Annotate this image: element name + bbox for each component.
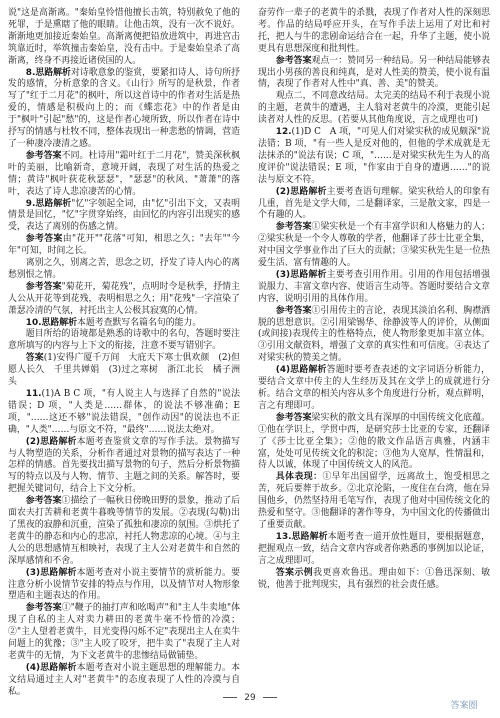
paragraph bbox=[8, 496, 240, 567]
paragraph-label: 13.思路解析 bbox=[275, 531, 328, 542]
paragraph bbox=[8, 282, 240, 318]
paragraph-label: 9.思路解析 bbox=[25, 198, 72, 209]
paragraph bbox=[8, 318, 240, 330]
paragraph-label: 10.思路解析 bbox=[25, 317, 78, 328]
paragraph-text: 观点一：赞同另一种结局。另一种结局能够表现出小男孩的善良和纯真，是对人性美的赞美，使小说有温情，表现了作者对人性中"真、善、美"的赞美。 bbox=[258, 55, 491, 90]
paragraph bbox=[258, 187, 490, 223]
paragraph-label: (4)思路解析 bbox=[275, 365, 327, 376]
paragraph-label: 8.思路解析 bbox=[25, 67, 71, 78]
paragraph bbox=[258, 532, 490, 568]
paragraph bbox=[8, 151, 240, 199]
paragraph-label: 答案 bbox=[25, 353, 44, 364]
paragraph-text: "菊花开，菊花残"，点明时令是秋季，抒情主人公从开花等到花残，表明相思之久；用"花残"一字渲染了萧瑟冷清的气氛，衬托出主人公极其寂寞的心情。 bbox=[8, 281, 241, 316]
paragraph bbox=[8, 437, 240, 497]
paragraph-label: 12. bbox=[275, 127, 292, 138]
paragraph-text: (1)D C A 项，"可见人们对梁实秋的成见颇深"说法错；B 项，"有一些人是反对他的，但他的学术成就是无法抹杀的"说法有误；C 项，"……是对梁实秋先生为人的高度评价"说法错误；E 项，"作家由于自身的遭遇……"的说法与原文不符。 bbox=[258, 127, 490, 185]
paragraph-label: 参考答案 bbox=[275, 55, 312, 66]
paragraph bbox=[258, 91, 490, 127]
paragraph-label: 参考答案 bbox=[25, 281, 62, 292]
paragraph-text: "忆"字领起全词，由"忆"引出下文，又表明情景是回忆，"忆"字贯穿始终，由回忆的内容引出现实的感受，表达了离别的伤感之情。 bbox=[8, 198, 240, 233]
paragraph-label: 参考答案 bbox=[25, 150, 62, 161]
paragraph-text: 由"花开""花落"可知，相思之久；"去年""今年"可知，时间之长。 bbox=[8, 234, 241, 257]
paragraph-text: 不同。杜诗用"霜叶红于二月花"，赞美深秋枫叶的美丽，比喻新奇，意境开阔，表现了对生活的热爱之情；黄诗"枫叶荻花秋瑟瑟"，"瑟瑟"的秋风、"萧萧"的落叶，表达了诗人悲凉凄苦的心情。 bbox=[8, 150, 241, 197]
paragraph-text: 主要考查引用作用。引用的作用包括增强说服力、丰富文章内容、使语言生动等。答题时要结合文章内容，说明引用的具体作用。 bbox=[258, 269, 491, 304]
paragraph-label: 参考答案 bbox=[25, 234, 63, 245]
page-number bbox=[0, 693, 500, 703]
paragraph bbox=[258, 8, 490, 56]
paragraph-text: 本题考查对小说主题思想的理解能力。本文结局通过主人对"老黄牛"的态度表现了人性的冷漠与自私。 bbox=[8, 662, 241, 697]
left-column bbox=[8, 8, 241, 697]
page-number-text: 29 bbox=[244, 693, 256, 703]
paragraph bbox=[8, 258, 240, 282]
paragraph bbox=[8, 8, 240, 68]
paragraph bbox=[258, 270, 490, 306]
paragraph bbox=[8, 353, 240, 389]
paragraph-text: (1)A B C 项，"有人说主人与选择了自然的"说法错误；D 项，"人类是……群体，的说法不够准确；E 项，"……这还不够"说法错误，"创作动因"的说法也不正确，"人类"……与原文不符，"最终"……说法太绝对。 bbox=[8, 389, 240, 435]
paragraph-text: 梁实秋的散文具有深厚的中国传统文化底蕴。①他在学识上，学贯中西，是研究莎士比亚的专家，还翻译了《莎士比亚全集》；②他的散文作品语言典雅，内涵丰富，处处可见传统文化的积淀；③他为人宽厚，性情温和，待人以诚，体现了中国传统文人的风范。 bbox=[258, 412, 491, 471]
paragraph-label: (4)思路解析 bbox=[25, 662, 77, 673]
paragraph-label: (3)思路解析 bbox=[25, 567, 77, 578]
paragraph bbox=[258, 306, 490, 366]
paragraph-label: (3)思路解析 bbox=[275, 269, 327, 280]
paragraph bbox=[258, 127, 490, 187]
dash-left bbox=[223, 697, 237, 698]
paragraph-label: 参考答案 bbox=[25, 496, 62, 507]
paragraph bbox=[258, 56, 490, 92]
paragraph-text: 奋劳作一辈子的老黄牛的杀戮，表现了作者对人性的深刻思考。作品的结局呼应开头，在写作手法上运用了对比和衬托，把人与牛的悲剧命运结合在一起，升华了主题，使小说更具有思想深度和批判性。 bbox=[258, 8, 490, 54]
paragraph-text: 本题考查一道开放性题目，要根据题意，把握观点一致，结合文章内容或者你熟悉的事例加以论证，言之成理即可。 bbox=[258, 531, 490, 566]
right-column bbox=[258, 8, 490, 688]
paragraph-text: 本题考查默写名篇名句的能力。 bbox=[77, 317, 202, 328]
paragraph-text: (1)安得广厦千万间 大庇天下寒士俱欢颜 (2)但愿人长久 千里共婵娟 (3)过之寒树 浙江北长 橘子洲头 bbox=[8, 353, 240, 388]
paragraph bbox=[8, 603, 240, 663]
paragraph bbox=[8, 68, 240, 151]
paragraph bbox=[8, 234, 240, 258]
watermark-logo: 答案圈 bbox=[450, 701, 478, 711]
paragraph bbox=[8, 568, 240, 604]
paragraph-text: ①引用传主的言论，表现其淡泊名利、胸襟洒脱的思想意识。②引用梁锡华、徐静波等人的评价，从侧面(或间接)表现传主的性格特点，使人物形象更加丰富立体。③引用文献资料，增强了文章的真实性和可信度。④表达了对梁实秋的赞美之情。 bbox=[258, 305, 491, 364]
paragraph-text: ①早年出国留学，远离故土，饱受相思之苦，死后要葬于故乡。②北京沦陷，一度住在台湾，他在异国他乡，仍然坚持用毛笔写作，表现了他对中国传统文化的热爱和坚守。③他翻译的著作等身，为中国文化的传播做出了重要贡献。 bbox=[258, 472, 491, 530]
paragraph-text: 本题考查鉴赏文章的写作手法。景物描写与人物塑造的关系，分析作者通过对景物的描写表达了一种怎样的情感。首先要找出描写景物的句子，然后分析景物描写的特点以及与人物、情节、主题之间的关系。解答时，要把握关键词句，结合上下文分析。 bbox=[8, 436, 241, 495]
paragraph bbox=[8, 199, 240, 235]
paragraph-text: 本题考查对小说主要情节的赏析能力。要注意分析小说情节安排的特点与作用，以及情节对人物形象塑造和主题表达的作用。 bbox=[8, 567, 241, 602]
paragraph-label: 参考答案 bbox=[275, 412, 312, 423]
paragraph-label: 参考答案 bbox=[275, 305, 312, 316]
paragraph bbox=[8, 329, 240, 353]
paragraph-text: 我更喜欢鲁迅。理由如下：①鲁迅深刻、敏锐，他善于批判现实，具有强烈的社会责任感。 bbox=[258, 567, 491, 590]
paragraph-label: 11. bbox=[25, 389, 42, 399]
paragraph-label: 参考答案 bbox=[275, 222, 312, 233]
paragraph-text: 主要考查语句理解。梁实秋给人的印象有几重，首先是文学大师，二是翻译家，三是散文家，四是一个有趣的人。 bbox=[258, 186, 491, 221]
paragraph-label: 具体表现： bbox=[275, 472, 323, 483]
paragraph-label: 参考答案 bbox=[25, 603, 62, 614]
paragraph bbox=[258, 568, 490, 592]
paragraph bbox=[258, 365, 490, 413]
paragraph-text: ①"鞭子的抽打声和吆喝声"和"主人牛卖地"体现了自私的主人对卖力耕田的老黄牛毫不怜惜的冷漠；②"主人望着老黄牛，目光变得闪烁不定"表现出主人在卖牛问题上的犹豫；③"主人咬了咬牙，把牛卖了"表现了主人对老黄牛的无情，为下文老黄牛的悲惨结局做铺垫。 bbox=[8, 603, 241, 661]
paragraph-label: (2)思路解析 bbox=[275, 186, 327, 197]
paragraph bbox=[258, 413, 490, 473]
paragraph bbox=[258, 472, 490, 532]
paragraph bbox=[8, 389, 240, 437]
dash-right bbox=[263, 697, 277, 698]
paragraph-text: 答题时要考查表述的文字词语分析能力，要结合文章中传主的人生经历及其在文学上的成就进行分析。结合文章的相关内容从多个角度进行分析，观点鲜明，言之有理即可。 bbox=[258, 365, 491, 411]
paragraph-text: 题目所给的语境都是熟悉的诗歌中的名句，答题时要注意所填写的内容与上下文的衔接，注意不要写错别字。 bbox=[8, 329, 240, 352]
paragraph-label: (2)思路解析 bbox=[25, 436, 77, 447]
paragraph-text: 离别之久，别离之苦，思念之切，抒发了诗人内心的离愁别恨之情。 bbox=[8, 258, 240, 280]
paragraph-text: 说"这是高渐离。"秦始皇怜惜他擅长击筑，特别赦免了他的死罪，于是熏瞎了他的眼睛。让他击筑，没有一次不说好。渐渐地更加接近秦始皇。高渐离便把铅放进筑中，再进宫击筑靠近时，举筑撞击秦始皇，没有击中。于是秦始皇杀了高渐离，终身不再接近诸侯国的人。 bbox=[8, 8, 240, 66]
paragraph-text: ①描绘了一幅秋日傍晚田野的景象，推动了后面农夫打苦耕和老黄牛暮晚等情节的发展。②表现(勾勒)出了黑夜的寂静和沉重，渲染了孤独和凄凉的氛围。③烘托了老黄牛的静态和内心的悲凉，衬托人物悲凉的心境。④与主人公的思想感情互相映衬，表现了主人公对老黄牛和自然的深厚感情和不舍。 bbox=[8, 496, 241, 566]
paragraph-text: ①梁实秋是一个有丰富学识和人格魅力的人；②梁实秋是一个令人尊敬的学者，他翻译了莎士比亚全集，对中国文学事业作出了巨大的贡献；③梁实秋先生是一位热爱生活、富有情趣的人。 bbox=[258, 222, 491, 269]
paragraph-text: 观点二，不同意改结局。太完美的结局不利于表现小说的主题，老黄牛的遭遇，主人翁对老黄牛的冷漠，更能引起读者对人性的反思。(若要从其他角度说，言之成理也可) bbox=[258, 91, 490, 126]
paragraph-label: 答案示例 bbox=[275, 567, 314, 578]
paragraph-text: 对诗歌意象的鉴赏，要紧扣诗人、诗句所抒发的感情，分析意象的含义。《山行》所写的是秋景，作者写了"红于二月花"的枫叶，所以这首诗中的作者对生活是热爱的，情感是积极向上的；而《蝶恋花》中的作者是由于"枫叶"引起"愁"的，这是作者心境所致，所以作者在诗中抒写的情感与杜牧不同，整体表现出一种悲愁的情调，营造了一种凄冷凄清之感。 bbox=[8, 67, 241, 149]
paragraph bbox=[258, 222, 490, 270]
